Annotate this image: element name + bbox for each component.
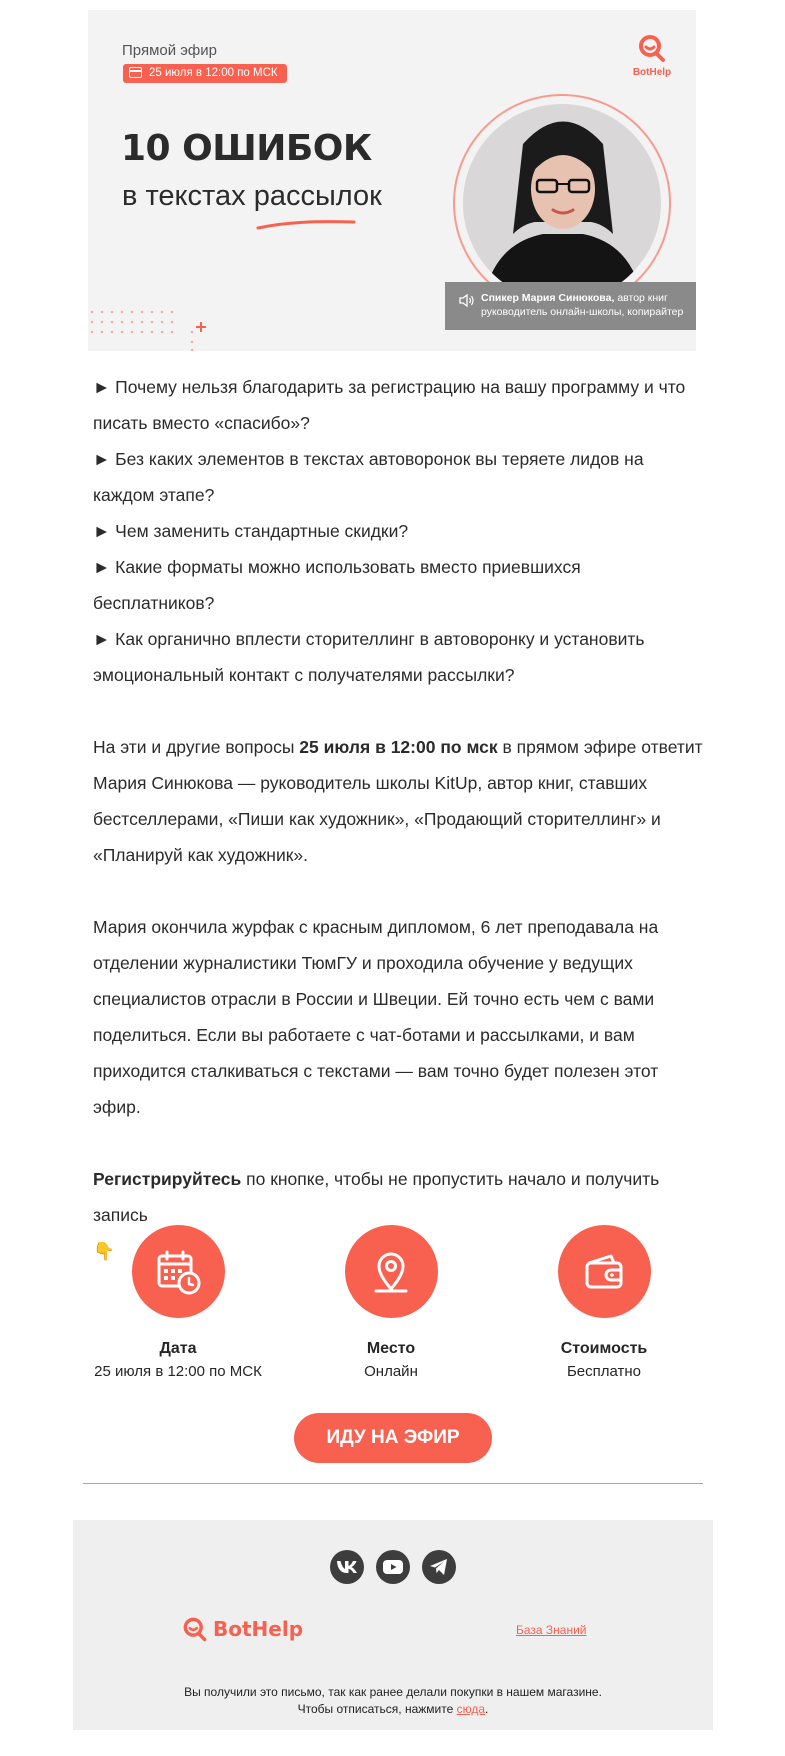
question-2: ► Без каких элементов в текстах автоворонок вы теряете лидов на каждом этапе? [93,449,644,505]
unsubscribe-note-end: . [485,1702,489,1716]
intro-date-highlight: 25 июля в 12:00 по мск [299,737,498,757]
info-place-title: Место [366,1340,416,1357]
speaker-role-2: руководитель онлайн-школы, копирайтер [481,306,684,318]
youtube-icon[interactable] [376,1550,410,1584]
banner-date-pill [123,64,287,83]
divider [83,1483,703,1484]
email-body [93,369,703,1269]
bothelp-logo-label: BotHelp [632,67,672,78]
info-place-value: Онлайн [364,1363,418,1380]
banner-date-text: 25 июля в 12:00 по МСК [149,67,278,79]
speaker-portrait [463,104,661,302]
footer-brand [181,1615,303,1643]
info-date [88,1225,268,1384]
question-1: ► Почему нельзя благодарить за регистрацию на вашу программу и что писать вместо «спасибо»? [93,377,686,433]
wallet-icon [558,1225,651,1318]
unsubscribe-note-text: Чтобы отписаться, нажмите [297,1702,457,1716]
unsubscribe-link[interactable]: сюда [456,1702,486,1716]
bothelp-logo-icon [181,1615,209,1643]
intro-text-start: На эти и другие вопросы [93,737,300,757]
register-bold: Регистрируйтесь [93,1169,242,1189]
info-place [301,1225,481,1384]
intro-text-end: в прямом эфире ответит Мария Синюкова — руководитель школы KitUp, автор книг, ставших бестселлерами, «Пиши как художник», «Продающий сторителлинг» и «Планируй как художник». [93,737,703,865]
info-date-title: Дата [159,1340,197,1357]
info-price [514,1225,694,1384]
knowledge-base-link[interactable]: База Знаний [516,1623,587,1637]
unsubscribe-note-line1: Вы получили это письмо, так как ранее делали покупки в нашем магазине. [184,1685,602,1699]
speaker-role-1: автор книг [617,292,668,304]
join-stream-button[interactable]: ИДУ НА ЭФИР [294,1413,492,1463]
location-pin-icon [345,1225,438,1318]
decorative-dots [88,308,208,351]
webinar-banner [88,10,696,351]
info-date-value: 25 июля в 12:00 по МСК [94,1363,262,1380]
info-price-title: Стоимость [560,1340,648,1357]
calendar-icon [129,67,142,78]
unsubscribe-note-line2 [73,1701,713,1718]
footer-brand-name: BotHelp [213,1617,304,1641]
calendar-clock-icon [132,1225,225,1318]
brush-underline [256,218,356,232]
vk-icon[interactable] [330,1550,364,1584]
banner-subline: в текстах рассылок [122,180,382,212]
speaker-icon [459,294,475,307]
bothelp-logo [628,32,676,78]
question-5: ► Как органично вплести сторителлинг в автоворонку и установить эмоциональный контакт с получателями рассылки? [93,629,645,685]
telegram-icon[interactable] [422,1550,456,1584]
intro-paragraph [93,729,703,873]
bothelp-logo-icon [636,32,668,64]
speaker-name: Спикер Мария Синюкова, [481,292,615,304]
unsubscribe-note [73,1684,713,1718]
info-price-value: Бесплатно [566,1363,642,1380]
pointing-down-emoji: 👇 [93,1241,115,1261]
email-footer [73,1520,713,1730]
question-3: ► Чем заменить стандартные скидки? [93,521,409,541]
speaker-caption [445,282,696,330]
banner-kicker: Прямой эфир [122,42,217,59]
speaker-silhouette [463,104,661,302]
register-text: по кнопке, чтобы не пропустить начало и получить запись [93,1169,660,1225]
question-4: ► Какие форматы можно использовать вместо приевшихся бесплатников? [93,557,581,613]
banner-headline: 10 ОШИБОК [121,128,372,169]
bio-paragraph: Мария окончила журфак с красным дипломом, 6 лет преподавала на отделении журналистики ТюмГУ и проходила обучение у ведущих специалистов отрасли в России и Швеции. Ей точно есть чем с вами поделиться. Если вы работаете с чат-ботами и рассылками, и вам приходится сталкиваться с текстами — вам точно будет полезен этот эфир. [93,917,659,1117]
